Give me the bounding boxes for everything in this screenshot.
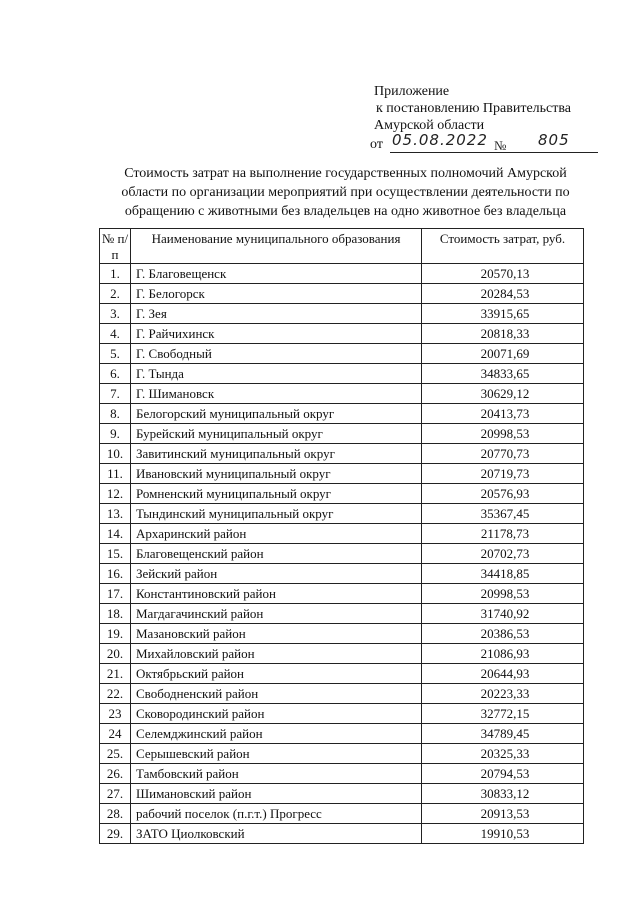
cost-value: 20576,93 <box>422 484 584 504</box>
row-number: 3. <box>100 304 131 324</box>
municipality-name: Тындинский муниципальный округ <box>131 504 422 524</box>
cost-value: 30833,12 <box>422 784 584 804</box>
row-number: 16. <box>100 564 131 584</box>
municipality-name: Мазановский район <box>131 624 422 644</box>
table-row <box>100 504 584 524</box>
annex-line-3: Амурской области <box>374 118 485 133</box>
number-sign: № <box>494 138 507 153</box>
row-number: 9. <box>100 424 131 444</box>
row-number: 7. <box>100 384 131 404</box>
table-row <box>100 364 584 384</box>
municipality-name: Михайловский район <box>131 644 422 664</box>
table-row <box>100 424 584 444</box>
row-number: 4. <box>100 324 131 344</box>
row-number: 15. <box>100 544 131 564</box>
row-number: 18. <box>100 604 131 624</box>
row-number: 27. <box>100 784 131 804</box>
municipality-name: рабочий поселок (п.г.т.) Прогресс <box>131 804 422 824</box>
municipality-name: Завитинский муниципальный округ <box>131 444 422 464</box>
table-header-row <box>100 229 584 264</box>
row-number: 2. <box>100 284 131 304</box>
cost-value: 20570,13 <box>422 264 584 284</box>
cost-table <box>99 228 584 844</box>
municipality-name: Г. Зея <box>131 304 422 324</box>
cost-value: 21086,93 <box>422 644 584 664</box>
table-row <box>100 824 584 844</box>
table-row <box>100 524 584 544</box>
cost-value: 20223,33 <box>422 684 584 704</box>
cost-value: 19910,53 <box>422 824 584 844</box>
table-row <box>100 764 584 784</box>
row-number: 17. <box>100 584 131 604</box>
cost-value: 20325,33 <box>422 744 584 764</box>
table-row <box>100 644 584 664</box>
cost-value: 20644,93 <box>422 664 584 684</box>
cost-value: 34833,65 <box>422 364 584 384</box>
cost-value: 20794,53 <box>422 764 584 784</box>
cost-value: 20702,73 <box>422 544 584 564</box>
handwritten-date: 05.08.2022 <box>392 131 488 149</box>
municipality-name: Константиновский район <box>131 584 422 604</box>
cost-value: 20284,53 <box>422 284 584 304</box>
cost-value: 35367,45 <box>422 504 584 524</box>
cost-value: 31740,92 <box>422 604 584 624</box>
table-row <box>100 544 584 564</box>
municipality-name: ЗАТО Циолковский <box>131 824 422 844</box>
annex-from-label: от <box>370 137 383 152</box>
document-title: Стоимость затрат на выполнение государственных полномочий Амурской области по организации мероприятий при осуществлении деятельности по обращению с животными без владельцев на одно животное без владельца <box>121 166 570 219</box>
cost-value: 33915,65 <box>422 304 584 324</box>
cost-value: 34418,85 <box>422 564 584 584</box>
table-row <box>100 724 584 744</box>
row-number: 1. <box>100 264 131 284</box>
row-number: 13. <box>100 504 131 524</box>
table-row <box>100 604 584 624</box>
row-number: 24 <box>100 724 131 744</box>
annex-date-line <box>370 131 620 154</box>
row-number: 22. <box>100 684 131 704</box>
row-number: 11. <box>100 464 131 484</box>
municipality-name: Архаринский район <box>131 524 422 544</box>
table-row <box>100 444 584 464</box>
table-row <box>100 384 584 404</box>
table-row <box>100 304 584 324</box>
table-row <box>100 464 584 484</box>
municipality-name: Белогорский муниципальный округ <box>131 404 422 424</box>
municipality-name: Сковородинский район <box>131 704 422 724</box>
table-row <box>100 404 584 424</box>
header-num: № п/п <box>100 229 131 264</box>
table-row <box>100 744 584 764</box>
table-row <box>100 664 584 684</box>
row-number: 20. <box>100 644 131 664</box>
header-cost: Стоимость затрат, руб. <box>422 229 584 264</box>
annex-block <box>370 83 620 154</box>
row-number: 14. <box>100 524 131 544</box>
municipality-name: Октябрьский район <box>131 664 422 684</box>
table-row <box>100 624 584 644</box>
cost-value: 30629,12 <box>422 384 584 404</box>
cost-value: 20998,53 <box>422 424 584 444</box>
table-row <box>100 324 584 344</box>
municipality-name: Г. Райчихинск <box>131 324 422 344</box>
handwritten-number: 805 <box>538 131 570 149</box>
table-row <box>100 284 584 304</box>
cost-value: 34789,45 <box>422 724 584 744</box>
header-name: Наименование муниципального образования <box>131 229 422 264</box>
cost-value: 20998,53 <box>422 584 584 604</box>
table-row <box>100 484 584 504</box>
cost-value: 20386,53 <box>422 624 584 644</box>
municipality-name: Ивановский муниципальный округ <box>131 464 422 484</box>
municipality-name: Бурейский муниципальный округ <box>131 424 422 444</box>
row-number: 8. <box>100 404 131 424</box>
municipality-name: Ромненский муниципальный округ <box>131 484 422 504</box>
municipality-name: Зейский район <box>131 564 422 584</box>
municipality-name: Благовещенский район <box>131 544 422 564</box>
row-number: 23 <box>100 704 131 724</box>
cost-value: 21178,73 <box>422 524 584 544</box>
table-row <box>100 784 584 804</box>
row-number: 21. <box>100 664 131 684</box>
municipality-name: Г. Свободный <box>131 344 422 364</box>
row-number: 6. <box>100 364 131 384</box>
row-number: 12. <box>100 484 131 504</box>
cost-value: 20770,73 <box>422 444 584 464</box>
table-row <box>100 264 584 284</box>
table-row <box>100 804 584 824</box>
municipality-name: Селемджинский район <box>131 724 422 744</box>
annex-line-1: Приложение <box>374 84 450 99</box>
table-row <box>100 584 584 604</box>
table-row <box>100 564 584 584</box>
cost-value: 20913,53 <box>422 804 584 824</box>
table-body <box>100 264 584 844</box>
table-row <box>100 684 584 704</box>
municipality-name: Магдагачинский район <box>131 604 422 624</box>
row-number: 5. <box>100 344 131 364</box>
cost-value: 20413,73 <box>422 404 584 424</box>
municipality-name: Г. Тында <box>131 364 422 384</box>
municipality-name: Тамбовский район <box>131 764 422 784</box>
row-number: 26. <box>100 764 131 784</box>
row-number: 10. <box>100 444 131 464</box>
cost-value: 32772,15 <box>422 704 584 724</box>
cost-value: 20071,69 <box>422 344 584 364</box>
municipality-name: Г. Благовещенск <box>131 264 422 284</box>
row-number: 19. <box>100 624 131 644</box>
table-row <box>100 344 584 364</box>
row-number: 28. <box>100 804 131 824</box>
municipality-name: Шимановский район <box>131 784 422 804</box>
annex-line-2: к постановлению Правительства <box>376 101 572 116</box>
row-number: 29. <box>100 824 131 844</box>
cost-value: 20719,73 <box>422 464 584 484</box>
municipality-name: Свободненский район <box>131 684 422 704</box>
cost-value: 20818,33 <box>422 324 584 344</box>
municipality-name: Г. Белогорск <box>131 284 422 304</box>
municipality-name: Серышевский район <box>131 744 422 764</box>
table-row <box>100 704 584 724</box>
row-number: 25. <box>100 744 131 764</box>
municipality-name: Г. Шимановск <box>131 384 422 404</box>
